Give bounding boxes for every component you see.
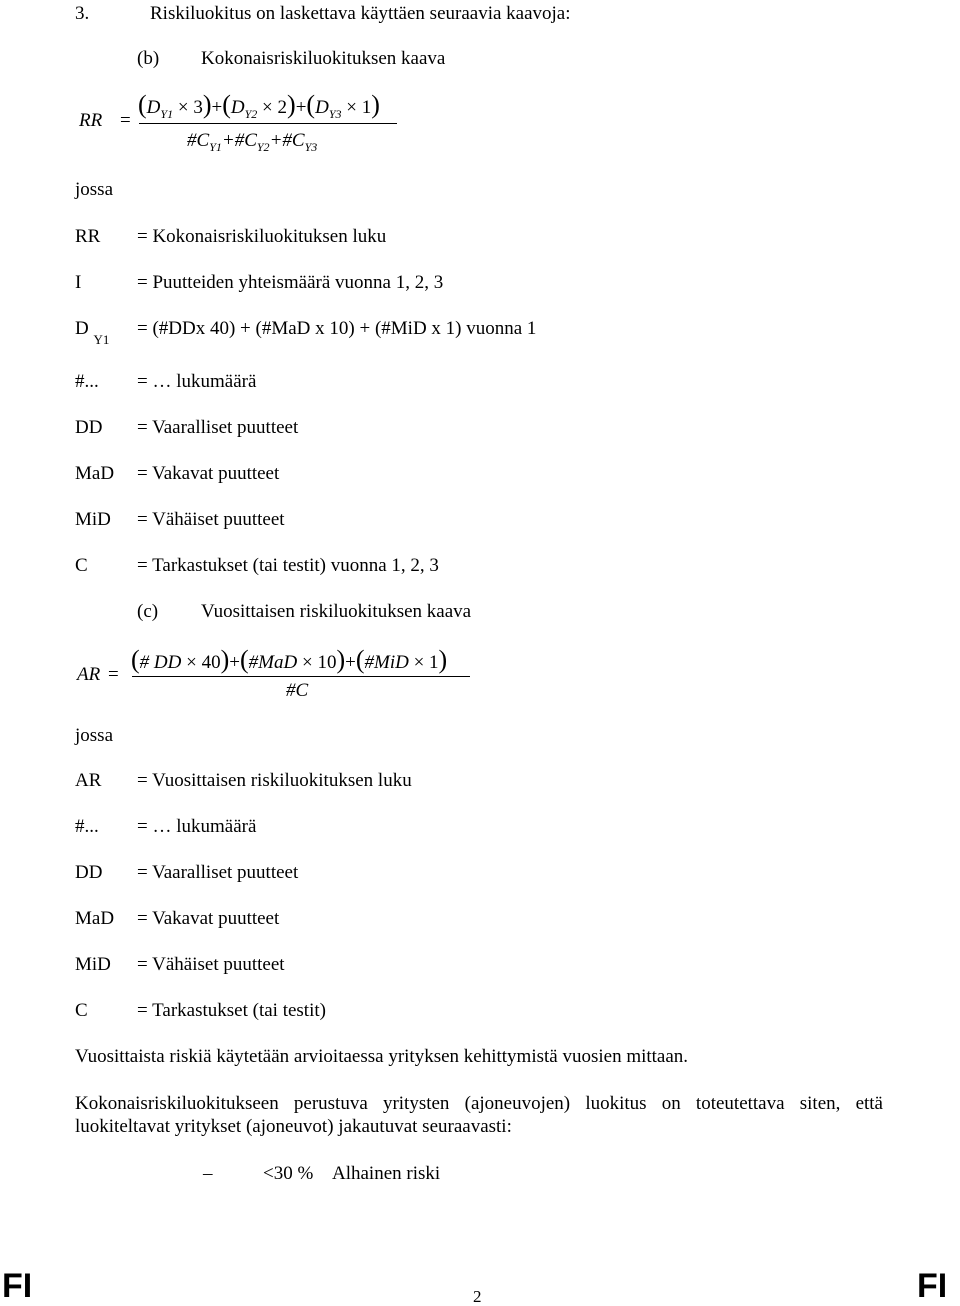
bullet-label: Alhainen riski: [332, 1163, 441, 1184]
ar-denominator: #C: [286, 680, 309, 701]
def-term: D $_{Y1}$: [75, 318, 110, 347]
paragraph-annual-risk: Vuosittaista riskiä käytetään arvioitaessa yrityksen kehittymistä vuosien mittaan.: [75, 1046, 689, 1067]
def-text: = Kokonaisriskiluokituksen luku: [137, 226, 387, 247]
def-term: #...: [75, 816, 99, 837]
def-term: C: [75, 555, 88, 576]
def-term: MaD: [75, 463, 115, 484]
ar-formula-lhs: AR: [77, 664, 101, 685]
rr-numerator: $(D_{Y1} \times 3)+(D_{Y2} \times 2)+(D_{Y3} \times 1)$: [138, 90, 380, 121]
def-term: #...: [75, 371, 99, 392]
bullet-threshold: <30 %: [263, 1163, 314, 1184]
def-term: MiD: [75, 509, 111, 530]
def-term: MiD: [75, 954, 111, 975]
def-term: C: [75, 1000, 88, 1021]
rr-formula-eq: =: [120, 110, 131, 131]
def-term: RR: [75, 226, 101, 247]
def-text: = Vakavat puutteet: [137, 463, 280, 484]
jossa-label: jossa: [75, 179, 113, 200]
bullet-dash: –: [203, 1163, 213, 1184]
section-heading: Riskiluokitus on laskettava käyttäen seuraavia kaavoja:: [150, 3, 571, 24]
def-term: AR: [75, 770, 102, 791]
footer-language-left: FI: [2, 1267, 33, 1305]
subsection-c-title: Vuosittaisen riskiluokituksen kaava: [201, 601, 472, 622]
def-text: = Vakavat puutteet: [137, 908, 280, 929]
ar-numerator: (# DD × 40)+(#MaD × 10)+(#MiD × 1): [131, 645, 448, 674]
page-number: 2: [473, 1287, 482, 1306]
section-number: 3.: [75, 3, 90, 24]
def-text: = … lukumäärä: [137, 371, 257, 392]
def-text: = Vähäiset puutteet: [137, 954, 285, 975]
def-text: = Tarkastukset (tai testit): [137, 1000, 326, 1021]
paragraph-classification: Kokonaisriskiluokitukseen perustuva yritysten (ajoneuvojen) luokitus on toteutettava siten, että luokiteltavat yritykset (ajoneuvot) jakautuvat seuraavasti:: [75, 1093, 883, 1137]
rr-denominator: $\#C_{Y1}+\#C_{Y2}+\#C_{Y3}$: [187, 130, 318, 154]
def-text: = Puutteiden yhteismäärä vuonna 1, 2, 3: [137, 272, 444, 293]
def-term: MaD: [75, 908, 115, 929]
ar-formula-eq: =: [108, 664, 119, 685]
rr-fraction-bar: [139, 123, 397, 124]
subsection-b-title: Kokonaisriskiluokituksen kaava: [201, 48, 446, 69]
def-term: I: [75, 272, 82, 293]
def-term: DD: [75, 417, 103, 438]
def-text: = Vaaralliset puutteet: [137, 862, 299, 883]
def-text: = Tarkastukset (tai testit) vuonna 1, 2, 3: [137, 555, 439, 576]
def-text: = Vaaralliset puutteet: [137, 417, 299, 438]
def-term: DD: [75, 862, 103, 883]
def-text: = … lukumäärä: [137, 816, 257, 837]
rr-formula-lhs: RR: [79, 110, 103, 131]
subsection-b-label: (b): [137, 48, 160, 69]
subsection-c-label: (c): [137, 601, 159, 622]
jossa-label: jossa: [75, 725, 113, 746]
ar-fraction-bar: [132, 676, 470, 677]
def-text: = (#DDx 40) + (#MaD x 10) + (#MiD x 1) vuonna 1: [137, 318, 537, 339]
def-text: = Vuosittaisen riskiluokituksen luku: [137, 770, 412, 791]
footer-language-right: FI: [917, 1267, 948, 1305]
def-text: = Vähäiset puutteet: [137, 509, 285, 530]
